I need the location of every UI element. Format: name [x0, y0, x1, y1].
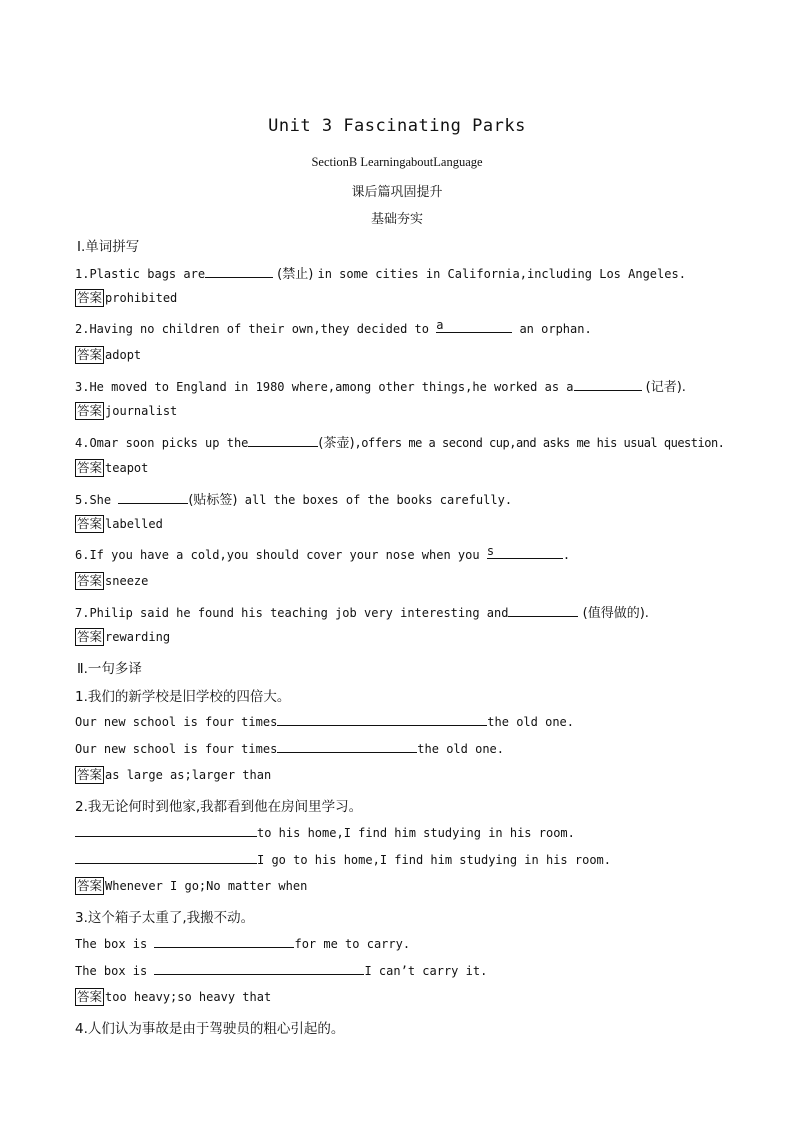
- answer-blank[interactable]: [248, 434, 318, 447]
- answer-blank[interactable]: [118, 491, 188, 504]
- answer-text: prohibited: [105, 291, 178, 305]
- answer-blank[interactable]: [154, 962, 364, 975]
- answer-blank[interactable]: [574, 378, 642, 391]
- answer-badge: 答案: [77, 516, 103, 531]
- q-text: 3.He moved to England in 1980 where,among other things,he worked as a: [75, 380, 574, 394]
- q2-4-chinese: 4.人们认为事故是由于驾驶员的粗心引起的。: [75, 1021, 345, 1037]
- q-text: the old one.: [417, 742, 504, 756]
- answer-text: teapot: [105, 461, 149, 475]
- q-text: 4.Omar soon picks up the: [75, 436, 249, 450]
- answer-text: rewarding: [105, 630, 171, 644]
- answer-1-1: [75, 289, 177, 307]
- answer-2-3: [75, 988, 271, 1006]
- q-text: Our new school is four times: [75, 715, 278, 729]
- answer-2-2: [75, 877, 307, 895]
- q2-3-chinese: 3.这个箱子太重了,我搬不动。: [75, 910, 255, 926]
- answer-blank[interactable]: [277, 740, 417, 753]
- q-text: for me to carry.: [294, 937, 411, 951]
- q-hint: (茶壶): [318, 436, 355, 451]
- answer-1-6: [75, 572, 148, 590]
- q-hint: (值得做的).: [578, 606, 649, 621]
- answer-text: adopt: [105, 348, 142, 362]
- answer-text: labelled: [105, 517, 163, 531]
- q2-2-chinese: 2.我无论何时到他家,我都看到他在房间里学习。: [75, 799, 363, 815]
- q-text: .: [562, 548, 571, 562]
- answer-blank[interactable]: [205, 265, 273, 278]
- q-text: 5.She: [75, 493, 119, 507]
- q-hint: (禁止): [273, 267, 318, 282]
- q1-6: [75, 546, 570, 562]
- q1-3: [75, 376, 686, 395]
- q-text: The box is: [75, 964, 155, 978]
- q-text: The box is: [75, 937, 155, 951]
- page-title: Unit 3 Fascinating Parks: [268, 116, 526, 136]
- q-text: in some cities in California,including Los Angeles.: [317, 267, 686, 281]
- answer-blank[interactable]: [487, 546, 563, 559]
- answer-blank[interactable]: [75, 824, 257, 837]
- answer-1-5: [75, 515, 163, 533]
- answer-1-4: [75, 459, 148, 477]
- first-letter: a: [436, 318, 444, 332]
- first-letter: s: [486, 544, 495, 558]
- answer-1-3: [75, 402, 177, 420]
- q1-4: [75, 432, 724, 451]
- q2-3-line1: [75, 935, 410, 951]
- answer-1-7: [75, 628, 170, 646]
- q-text: all the boxes of the books carefully.: [237, 493, 513, 507]
- q1-1: [75, 263, 686, 282]
- q-text: to his home,I find him studying in his room.: [257, 826, 575, 840]
- q2-2-line1: [75, 824, 575, 840]
- answer-text: sneeze: [105, 574, 149, 588]
- q-text: I can’t carry it.: [364, 964, 488, 978]
- q2-1-line1: [75, 713, 574, 729]
- section-1-title: Ⅰ.单词拼写: [77, 239, 140, 255]
- q-hint: (贴标签): [188, 493, 238, 508]
- answer-text: as large as;larger than: [105, 768, 272, 782]
- q-text: 2.Having no children of their own,they decided to: [75, 322, 437, 336]
- answer-badge: 答案: [77, 460, 103, 475]
- q2-1-chinese: 1.我们的新学校是旧学校的四倍大。: [75, 689, 291, 705]
- q-text: Our new school is four times: [75, 742, 278, 756]
- answer-blank[interactable]: [75, 851, 257, 864]
- q2-3-line2: [75, 962, 487, 978]
- q-text: ,offers me a second cup,and asks me his usual question.: [354, 436, 725, 450]
- q-text: I go to his home,I find him studying in his room.: [257, 853, 612, 867]
- answer-badge: 答案: [77, 878, 103, 893]
- heading-after-class: 课后篇巩固提升: [351, 185, 443, 200]
- q-text: 1.Plastic bags are: [75, 267, 206, 281]
- answer-text: Whenever I go;No matter when: [105, 879, 308, 893]
- q1-2: [75, 320, 592, 336]
- q1-7: [75, 602, 649, 621]
- q2-2-line2: [75, 851, 611, 867]
- answer-badge: 答案: [77, 573, 103, 588]
- answer-1-2: [75, 346, 141, 364]
- answer-badge: 答案: [77, 347, 103, 362]
- q-hint: (记者).: [641, 380, 686, 395]
- answer-text: too heavy;so heavy that: [105, 990, 272, 1004]
- section-2-title: Ⅱ.一句多译: [77, 661, 142, 677]
- section-subtitle: SectionB LearningaboutLanguage: [311, 155, 483, 169]
- answer-badge: 答案: [77, 767, 103, 782]
- answer-blank[interactable]: [277, 713, 487, 726]
- heading-basic: 基础夯实: [370, 212, 423, 227]
- answer-badge: 答案: [77, 629, 103, 644]
- answer-badge: 答案: [77, 403, 103, 418]
- answer-badge: 答案: [77, 290, 103, 305]
- answer-badge: 答案: [77, 989, 103, 1004]
- answer-text: journalist: [105, 404, 178, 418]
- answer-2-1: [75, 766, 271, 784]
- q-text: the old one.: [487, 715, 574, 729]
- q-text: 7.Philip said he found his teaching job very interesting and: [75, 606, 509, 620]
- q-text: an orphan.: [512, 322, 592, 336]
- q1-5: [75, 489, 512, 508]
- answer-blank[interactable]: [436, 320, 512, 333]
- q-text: 6.If you have a cold,you should cover your nose when you: [75, 548, 487, 562]
- answer-blank[interactable]: [508, 604, 578, 617]
- answer-blank[interactable]: [154, 935, 294, 948]
- q2-1-line2: [75, 740, 504, 756]
